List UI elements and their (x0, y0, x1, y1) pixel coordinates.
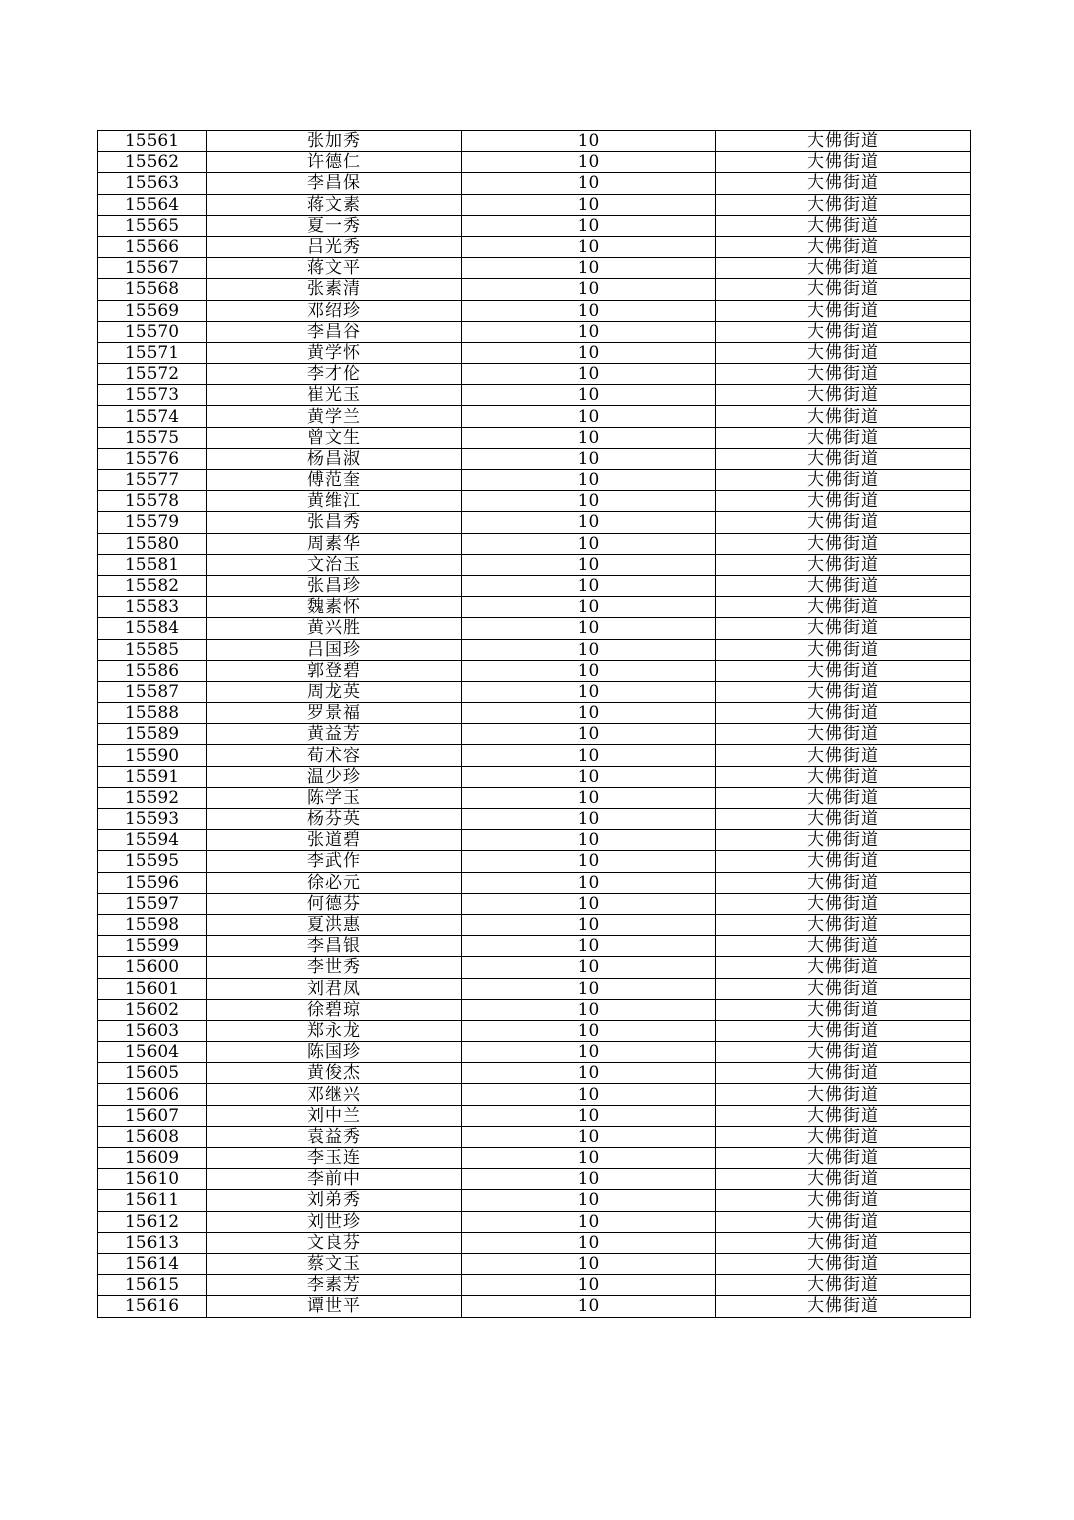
serial-number-cell: 15586 (98, 660, 207, 681)
table-row (98, 554, 971, 575)
serial-number-cell: 15562 (98, 152, 207, 173)
amount-cell: 10 (462, 173, 716, 194)
serial-number-cell: 15593 (98, 809, 207, 830)
person-name-cell: 袁益秀 (207, 1126, 462, 1147)
table-row (98, 1190, 971, 1211)
person-name-cell: 李才伦 (207, 364, 462, 385)
subdistrict-cell: 大佛街道 (716, 554, 971, 575)
amount-cell: 10 (462, 1296, 716, 1317)
serial-number-cell: 15610 (98, 1169, 207, 1190)
amount-cell: 10 (462, 342, 716, 363)
person-name-cell: 吕国珍 (207, 639, 462, 660)
subdistrict-cell: 大佛街道 (716, 512, 971, 533)
table-row (98, 999, 971, 1020)
table-row (98, 1042, 971, 1063)
subdistrict-cell: 大佛街道 (716, 957, 971, 978)
person-name-cell: 张道碧 (207, 830, 462, 851)
subdistrict-cell: 大佛街道 (716, 703, 971, 724)
serial-number-cell: 15602 (98, 999, 207, 1020)
person-name-cell: 邓绍珍 (207, 300, 462, 321)
serial-number-cell: 15594 (98, 830, 207, 851)
person-name-cell: 许德仁 (207, 152, 462, 173)
serial-number-cell: 15606 (98, 1084, 207, 1105)
serial-number-cell: 15566 (98, 236, 207, 257)
table-row (98, 978, 971, 999)
serial-number-cell: 15616 (98, 1296, 207, 1317)
subdistrict-cell: 大佛街道 (716, 1063, 971, 1084)
amount-cell: 10 (462, 703, 716, 724)
table-row (98, 745, 971, 766)
serial-number-cell: 15587 (98, 681, 207, 702)
subdistrict-cell: 大佛街道 (716, 639, 971, 660)
table-row (98, 279, 971, 300)
table-row (98, 1020, 971, 1041)
table-row (98, 914, 971, 935)
person-name-cell: 黄俊杰 (207, 1063, 462, 1084)
subdistrict-cell: 大佛街道 (716, 321, 971, 342)
amount-cell: 10 (462, 1275, 716, 1296)
table-row (98, 1126, 971, 1147)
person-name-cell: 徐碧琼 (207, 999, 462, 1020)
subdistrict-cell: 大佛街道 (716, 173, 971, 194)
subdistrict-cell: 大佛街道 (716, 1211, 971, 1232)
subdistrict-cell: 大佛街道 (716, 787, 971, 808)
person-name-cell: 吕光秀 (207, 236, 462, 257)
roster-table (97, 130, 971, 1318)
subdistrict-cell: 大佛街道 (716, 215, 971, 236)
serial-number-cell: 15585 (98, 639, 207, 660)
subdistrict-cell: 大佛街道 (716, 427, 971, 448)
serial-number-cell: 15577 (98, 470, 207, 491)
subdistrict-cell: 大佛街道 (716, 1296, 971, 1317)
subdistrict-cell: 大佛街道 (716, 300, 971, 321)
subdistrict-cell: 大佛街道 (716, 491, 971, 512)
serial-number-cell: 15571 (98, 342, 207, 363)
subdistrict-cell: 大佛街道 (716, 1126, 971, 1147)
person-name-cell: 邓继兴 (207, 1084, 462, 1105)
serial-number-cell: 15604 (98, 1042, 207, 1063)
serial-number-cell: 15567 (98, 258, 207, 279)
serial-number-cell: 15595 (98, 851, 207, 872)
amount-cell: 10 (462, 1063, 716, 1084)
amount-cell: 10 (462, 236, 716, 257)
person-name-cell: 曾文生 (207, 427, 462, 448)
person-name-cell: 杨昌淑 (207, 448, 462, 469)
subdistrict-cell: 大佛街道 (716, 745, 971, 766)
amount-cell: 10 (462, 936, 716, 957)
serial-number-cell: 15614 (98, 1253, 207, 1274)
serial-number-cell: 15581 (98, 554, 207, 575)
subdistrict-cell: 大佛街道 (716, 194, 971, 215)
amount-cell: 10 (462, 575, 716, 596)
amount-cell: 10 (462, 1020, 716, 1041)
person-name-cell: 蒋文素 (207, 194, 462, 215)
amount-cell: 10 (462, 999, 716, 1020)
subdistrict-cell: 大佛街道 (716, 448, 971, 469)
table-row (98, 1084, 971, 1105)
person-name-cell: 蒋文平 (207, 258, 462, 279)
table-row (98, 448, 971, 469)
person-name-cell: 李世秀 (207, 957, 462, 978)
amount-cell: 10 (462, 1105, 716, 1126)
table-row (98, 575, 971, 596)
subdistrict-cell: 大佛街道 (716, 1042, 971, 1063)
subdistrict-cell: 大佛街道 (716, 131, 971, 152)
person-name-cell: 刘中兰 (207, 1105, 462, 1126)
amount-cell: 10 (462, 1169, 716, 1190)
table-row (98, 512, 971, 533)
amount-cell: 10 (462, 978, 716, 999)
table-row (98, 236, 971, 257)
person-name-cell: 文良芬 (207, 1232, 462, 1253)
amount-cell: 10 (462, 872, 716, 893)
serial-number-cell: 15584 (98, 618, 207, 639)
table-row (98, 1232, 971, 1253)
serial-number-cell: 15589 (98, 724, 207, 745)
subdistrict-cell: 大佛街道 (716, 830, 971, 851)
table-row (98, 724, 971, 745)
amount-cell: 10 (462, 470, 716, 491)
person-name-cell: 周素华 (207, 533, 462, 554)
subdistrict-cell: 大佛街道 (716, 1148, 971, 1169)
person-name-cell: 李玉连 (207, 1148, 462, 1169)
subdistrict-cell: 大佛街道 (716, 258, 971, 279)
table-row (98, 131, 971, 152)
table-row (98, 406, 971, 427)
person-name-cell: 刘君凤 (207, 978, 462, 999)
amount-cell: 10 (462, 724, 716, 745)
table-row (98, 258, 971, 279)
serial-number-cell: 15598 (98, 914, 207, 935)
amount-cell: 10 (462, 1190, 716, 1211)
subdistrict-cell: 大佛街道 (716, 1253, 971, 1274)
table-row (98, 660, 971, 681)
serial-number-cell: 15572 (98, 364, 207, 385)
serial-number-cell: 15561 (98, 131, 207, 152)
person-name-cell: 张加秀 (207, 131, 462, 152)
amount-cell: 10 (462, 1253, 716, 1274)
table-row (98, 809, 971, 830)
amount-cell: 10 (462, 533, 716, 554)
serial-number-cell: 15568 (98, 279, 207, 300)
person-name-cell: 李素芳 (207, 1275, 462, 1296)
table-row (98, 681, 971, 702)
subdistrict-cell: 大佛街道 (716, 236, 971, 257)
table-row (98, 830, 971, 851)
subdistrict-cell: 大佛街道 (716, 872, 971, 893)
serial-number-cell: 15608 (98, 1126, 207, 1147)
amount-cell: 10 (462, 660, 716, 681)
person-name-cell: 张昌珍 (207, 575, 462, 596)
person-name-cell: 李昌保 (207, 173, 462, 194)
person-name-cell: 周龙英 (207, 681, 462, 702)
person-name-cell: 夏洪惠 (207, 914, 462, 935)
person-name-cell: 郭登碧 (207, 660, 462, 681)
table-row (98, 152, 971, 173)
subdistrict-cell: 大佛街道 (716, 766, 971, 787)
subdistrict-cell: 大佛街道 (716, 575, 971, 596)
amount-cell: 10 (462, 279, 716, 300)
amount-cell: 10 (462, 258, 716, 279)
person-name-cell: 李武作 (207, 851, 462, 872)
table-row (98, 470, 971, 491)
amount-cell: 10 (462, 618, 716, 639)
amount-cell: 10 (462, 300, 716, 321)
subdistrict-cell: 大佛街道 (716, 851, 971, 872)
serial-number-cell: 15588 (98, 703, 207, 724)
serial-number-cell: 15592 (98, 787, 207, 808)
amount-cell: 10 (462, 406, 716, 427)
table-row (98, 872, 971, 893)
serial-number-cell: 15612 (98, 1211, 207, 1232)
subdistrict-cell: 大佛街道 (716, 724, 971, 745)
serial-number-cell: 15579 (98, 512, 207, 533)
subdistrict-cell: 大佛街道 (716, 660, 971, 681)
table-row (98, 639, 971, 660)
serial-number-cell: 15582 (98, 575, 207, 596)
amount-cell: 10 (462, 1148, 716, 1169)
serial-number-cell: 15569 (98, 300, 207, 321)
subdistrict-cell: 大佛街道 (716, 809, 971, 830)
amount-cell: 10 (462, 152, 716, 173)
serial-number-cell: 15603 (98, 1020, 207, 1041)
amount-cell: 10 (462, 681, 716, 702)
serial-number-cell: 15615 (98, 1275, 207, 1296)
serial-number-cell: 15600 (98, 957, 207, 978)
subdistrict-cell: 大佛街道 (716, 470, 971, 491)
person-name-cell: 温少珍 (207, 766, 462, 787)
serial-number-cell: 15590 (98, 745, 207, 766)
table-row (98, 1063, 971, 1084)
person-name-cell: 陈学玉 (207, 787, 462, 808)
serial-number-cell: 15565 (98, 215, 207, 236)
subdistrict-cell: 大佛街道 (716, 978, 971, 999)
serial-number-cell: 15596 (98, 872, 207, 893)
table-row (98, 1275, 971, 1296)
amount-cell: 10 (462, 639, 716, 660)
person-name-cell: 张昌秀 (207, 512, 462, 533)
subdistrict-cell: 大佛街道 (716, 1020, 971, 1041)
table-row (98, 173, 971, 194)
subdistrict-cell: 大佛街道 (716, 152, 971, 173)
table-row (98, 787, 971, 808)
table-row (98, 215, 971, 236)
table-row (98, 766, 971, 787)
table-row (98, 618, 971, 639)
amount-cell: 10 (462, 787, 716, 808)
subdistrict-cell: 大佛街道 (716, 1084, 971, 1105)
subdistrict-cell: 大佛街道 (716, 936, 971, 957)
table-row (98, 321, 971, 342)
subdistrict-cell: 大佛街道 (716, 914, 971, 935)
table-row (98, 893, 971, 914)
person-name-cell: 文治玉 (207, 554, 462, 575)
table-row (98, 194, 971, 215)
person-name-cell: 傅范奎 (207, 470, 462, 491)
person-name-cell: 黄学兰 (207, 406, 462, 427)
serial-number-cell: 15576 (98, 448, 207, 469)
person-name-cell: 蔡文玉 (207, 1253, 462, 1274)
subdistrict-cell: 大佛街道 (716, 342, 971, 363)
table-row (98, 385, 971, 406)
amount-cell: 10 (462, 321, 716, 342)
table-row (98, 533, 971, 554)
amount-cell: 10 (462, 491, 716, 512)
table-row (98, 1211, 971, 1232)
amount-cell: 10 (462, 914, 716, 935)
person-name-cell: 崔光玉 (207, 385, 462, 406)
serial-number-cell: 15575 (98, 427, 207, 448)
amount-cell: 10 (462, 809, 716, 830)
roster-table-body (98, 131, 971, 1318)
amount-cell: 10 (462, 364, 716, 385)
subdistrict-cell: 大佛街道 (716, 999, 971, 1020)
subdistrict-cell: 大佛街道 (716, 1232, 971, 1253)
amount-cell: 10 (462, 448, 716, 469)
person-name-cell: 谭世平 (207, 1296, 462, 1317)
table-row (98, 1296, 971, 1317)
serial-number-cell: 15613 (98, 1232, 207, 1253)
table-row (98, 851, 971, 872)
person-name-cell: 黄学怀 (207, 342, 462, 363)
person-name-cell: 何德芬 (207, 893, 462, 914)
serial-number-cell: 15597 (98, 893, 207, 914)
table-row (98, 703, 971, 724)
serial-number-cell: 15580 (98, 533, 207, 554)
subdistrict-cell: 大佛街道 (716, 893, 971, 914)
table-row (98, 957, 971, 978)
person-name-cell: 刘弟秀 (207, 1190, 462, 1211)
amount-cell: 10 (462, 1126, 716, 1147)
person-name-cell: 郑永龙 (207, 1020, 462, 1041)
serial-number-cell: 15605 (98, 1063, 207, 1084)
person-name-cell: 魏素怀 (207, 597, 462, 618)
subdistrict-cell: 大佛街道 (716, 406, 971, 427)
amount-cell: 10 (462, 851, 716, 872)
serial-number-cell: 15583 (98, 597, 207, 618)
table-row (98, 936, 971, 957)
person-name-cell: 李前中 (207, 1169, 462, 1190)
amount-cell: 10 (462, 1232, 716, 1253)
amount-cell: 10 (462, 893, 716, 914)
person-name-cell: 张素清 (207, 279, 462, 300)
amount-cell: 10 (462, 957, 716, 978)
subdistrict-cell: 大佛街道 (716, 279, 971, 300)
person-name-cell: 罗景福 (207, 703, 462, 724)
person-name-cell: 夏一秀 (207, 215, 462, 236)
subdistrict-cell: 大佛街道 (716, 597, 971, 618)
subdistrict-cell: 大佛街道 (716, 681, 971, 702)
table-row (98, 342, 971, 363)
amount-cell: 10 (462, 215, 716, 236)
person-name-cell: 李昌银 (207, 936, 462, 957)
subdistrict-cell: 大佛街道 (716, 1190, 971, 1211)
table-row (98, 597, 971, 618)
serial-number-cell: 15601 (98, 978, 207, 999)
person-name-cell: 杨芬英 (207, 809, 462, 830)
subdistrict-cell: 大佛街道 (716, 1275, 971, 1296)
table-row (98, 427, 971, 448)
serial-number-cell: 15591 (98, 766, 207, 787)
subdistrict-cell: 大佛街道 (716, 533, 971, 554)
person-name-cell: 黄兴胜 (207, 618, 462, 639)
amount-cell: 10 (462, 597, 716, 618)
serial-number-cell: 15578 (98, 491, 207, 512)
person-name-cell: 黄维江 (207, 491, 462, 512)
serial-number-cell: 15563 (98, 173, 207, 194)
table-row (98, 1253, 971, 1274)
serial-number-cell: 15611 (98, 1190, 207, 1211)
serial-number-cell: 15570 (98, 321, 207, 342)
subdistrict-cell: 大佛街道 (716, 385, 971, 406)
person-name-cell: 徐必元 (207, 872, 462, 893)
subdistrict-cell: 大佛街道 (716, 364, 971, 385)
amount-cell: 10 (462, 1042, 716, 1063)
serial-number-cell: 15607 (98, 1105, 207, 1126)
amount-cell: 10 (462, 766, 716, 787)
person-name-cell: 黄益芳 (207, 724, 462, 745)
person-name-cell: 荀术容 (207, 745, 462, 766)
person-name-cell: 陈国珍 (207, 1042, 462, 1063)
amount-cell: 10 (462, 131, 716, 152)
amount-cell: 10 (462, 830, 716, 851)
amount-cell: 10 (462, 194, 716, 215)
person-name-cell: 刘世珍 (207, 1211, 462, 1232)
table-row (98, 1148, 971, 1169)
serial-number-cell: 15609 (98, 1148, 207, 1169)
amount-cell: 10 (462, 745, 716, 766)
table-row (98, 1169, 971, 1190)
person-name-cell: 李昌谷 (207, 321, 462, 342)
amount-cell: 10 (462, 1211, 716, 1232)
table-row (98, 1105, 971, 1126)
amount-cell: 10 (462, 554, 716, 575)
amount-cell: 10 (462, 427, 716, 448)
amount-cell: 10 (462, 512, 716, 533)
subdistrict-cell: 大佛街道 (716, 618, 971, 639)
subdistrict-cell: 大佛街道 (716, 1169, 971, 1190)
serial-number-cell: 15574 (98, 406, 207, 427)
amount-cell: 10 (462, 385, 716, 406)
table-row (98, 491, 971, 512)
serial-number-cell: 15599 (98, 936, 207, 957)
amount-cell: 10 (462, 1084, 716, 1105)
table-row (98, 364, 971, 385)
serial-number-cell: 15573 (98, 385, 207, 406)
serial-number-cell: 15564 (98, 194, 207, 215)
subdistrict-cell: 大佛街道 (716, 1105, 971, 1126)
table-row (98, 300, 971, 321)
